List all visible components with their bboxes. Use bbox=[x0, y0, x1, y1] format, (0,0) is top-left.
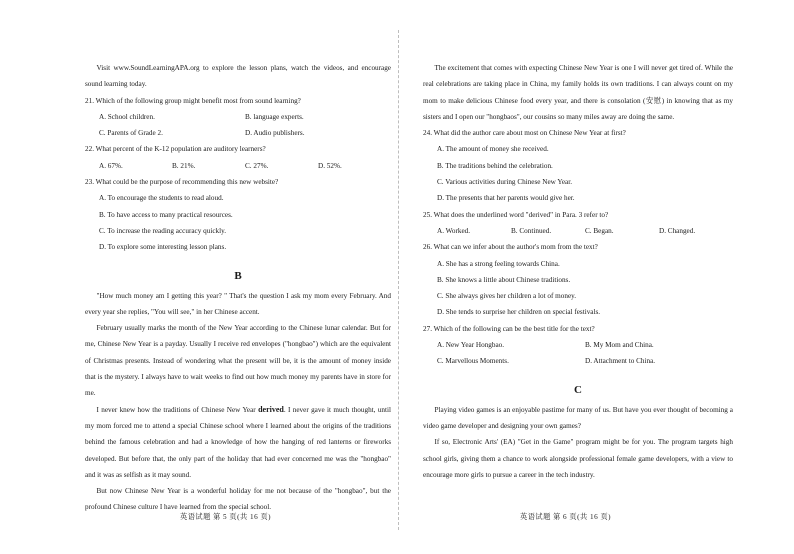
option-b: B. language experts. bbox=[245, 112, 304, 121]
option-d: D. Attachment to China. bbox=[585, 357, 656, 366]
option-c: C. Began. bbox=[585, 226, 614, 235]
passage-b-paragraph-5: The excitement that comes with expecting Chinese New Year is one I will never get tired of. While the real celebrations are taking place in China, my family holds its own traditions. I can always count on my mom to make delicious Chinese food every year, and there is consolation (安慰) in knowing that as my sisters and I open our "hongbaos", our cousins so many miles away are doing the same. bbox=[423, 64, 733, 121]
underlined-word-derived: derived bbox=[258, 404, 284, 414]
option-a: A. She has a strong feeling towards China. bbox=[437, 259, 560, 268]
left-page bbox=[85, 60, 391, 516]
option-a: A. 67%. bbox=[99, 161, 123, 170]
question-27-options bbox=[423, 337, 733, 370]
paragraph-3-start: I never knew how the traditions of Chinese New Year bbox=[96, 405, 259, 414]
option-c: C. Various activities during Chinese New Year. bbox=[437, 178, 573, 187]
option-b: B. To have access to many practical resources. bbox=[99, 210, 233, 219]
option-a: A. Worked. bbox=[437, 226, 471, 235]
paragraph-3-rest: . I never gave it much thought, until my mom forced me to attend a special Chinese school where I learned about the origins of the traditions behind the famous celebration and had a knowledge of how the hanging of red lanterns or fireworks developed. But before that, the only part of the holiday that had ever concerned me was the "hongbao" and it was as selfish as it may sound. bbox=[85, 405, 391, 479]
option-d: D. Changed. bbox=[659, 226, 696, 235]
question-23: 23. What could be the purpose of recommending this new website? bbox=[85, 178, 279, 187]
section-c-heading: C bbox=[574, 383, 582, 396]
section-b-heading: B bbox=[234, 269, 242, 282]
option-b: B. The traditions behind the celebration. bbox=[437, 161, 553, 170]
option-c: C. Marvellous Moments. bbox=[437, 357, 509, 366]
page-fold-divider bbox=[398, 30, 399, 530]
option-b: B. My Mom and China. bbox=[585, 341, 654, 350]
passage-c-paragraph-1: Playing video games is an enjoyable pastime for many of us. But have you ever thought of becoming a video game developer and designing your own games? bbox=[423, 405, 733, 430]
intro-paragraph: Visit www.SoundLearningAPA.org to explore the lesson plans, watch the videos, and encourage sound learning today. bbox=[85, 64, 391, 89]
question-25-options bbox=[423, 223, 733, 239]
question-27: 27. Which of the following can be the best title for the text? bbox=[423, 324, 595, 333]
option-d: D. Audio publishers. bbox=[245, 129, 305, 138]
option-d: D. 52%. bbox=[318, 161, 342, 170]
option-d: D. The presents that her parents would give her. bbox=[437, 194, 575, 203]
page-footer-5: 英语试题 第 5 页(共 16 页) bbox=[180, 513, 272, 521]
option-c: C. 27%. bbox=[245, 161, 269, 170]
option-c: C. She always gives her children a lot of money. bbox=[437, 292, 577, 301]
question-22-options bbox=[85, 158, 391, 174]
option-a: A. New Year Hongbao. bbox=[437, 341, 505, 350]
question-21-options bbox=[85, 109, 391, 142]
passage-c-paragraph-2: If so, Electronic Arts' (EA) "Get in the Game" program might be for you. The program targets high school girls, giving them a chance to work alongside professional female game developers, with a view to encourage more girls to pursue a career in the tech industry. bbox=[423, 438, 733, 479]
passage-b-paragraph-1: "How much money am I getting this year? " That's the question I ask my mom every February. And every year she replies, "You will see," in her Chinese accent. bbox=[85, 291, 391, 316]
option-b: B. 21%. bbox=[172, 161, 196, 170]
question-21: 21. Which of the following group might benefit most from sound learning? bbox=[85, 96, 301, 105]
question-22: 22. What percent of the K-12 population are auditory learners? bbox=[85, 145, 266, 154]
question-24: 24. What did the author care about most on Chinese New Year at first? bbox=[423, 129, 626, 138]
page-footer-6: 英语试题 第 6 页(共 16 页) bbox=[520, 513, 612, 521]
option-a: A. To encourage the students to read aloud. bbox=[99, 194, 224, 203]
question-26: 26. What can we infer about the author's mom from the text? bbox=[423, 243, 598, 252]
option-d: D. She tends to surprise her children on special festivals. bbox=[437, 308, 601, 317]
passage-b-paragraph-4: But now Chinese New Year is a wonderful holiday for me not because of the "hongbao", but the profound Chinese culture I have learned from the special school. bbox=[85, 487, 391, 512]
option-b: B. She knows a little about Chinese traditions. bbox=[437, 275, 571, 284]
option-c: C. To increase the reading accuracy quickly. bbox=[99, 226, 227, 235]
passage-b-paragraph-2: February usually marks the month of the New Year according to the Chinese lunar calendar. But for me, Chinese New Year is a payday. Usually I receive red envelopes ("hongbao") which are the equivalent of Christmas presents. Instead of wondering what the present will be, it is the amount of money inside that is the mystery. I always have to wait weeks to find out how much money my parents have in store for me. bbox=[85, 324, 391, 398]
option-a: A. The amount of money she received. bbox=[437, 145, 549, 154]
passage-b-paragraph-3 bbox=[85, 402, 391, 483]
option-d: D. To explore some interesting lesson plans. bbox=[99, 243, 227, 252]
option-c: C. Parents of Grade 2. bbox=[99, 129, 163, 138]
question-25: 25. What does the underlined word "derived" in Para. 3 refer to? bbox=[423, 210, 609, 219]
right-page bbox=[423, 60, 733, 483]
option-a: A. School children. bbox=[99, 112, 155, 121]
option-b: B. Continued. bbox=[511, 226, 552, 235]
